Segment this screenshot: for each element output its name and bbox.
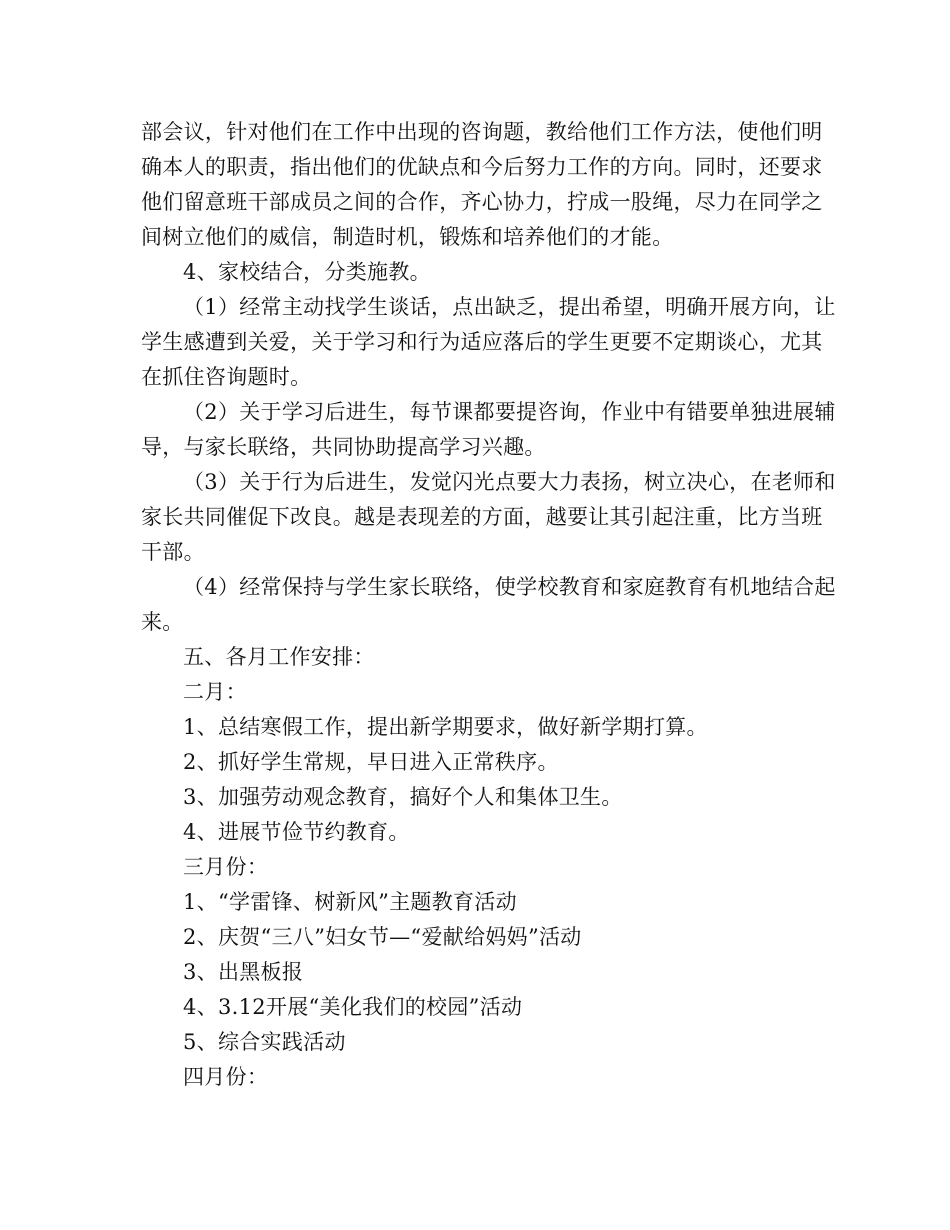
list-item: 4、3.12开展“美化我们的校园”活动 [183,995,523,1019]
list-item: 2、庆贺“三八”妇女节—“爱献给妈妈”活动 [183,925,582,949]
section-heading-monthly-plan: 五、各月工作安排： [183,645,375,669]
list-item: 1、总结寒假工作，提出新学期要求，做好新学期打算。 [183,715,708,739]
month-heading-february: 二月： [183,680,247,704]
list-item: 1、“学雷锋、树新风”主题教育活动 [183,890,517,914]
paragraph-class-cadre-meeting: 部会议，针对他们在工作中出现的咨询题，教给他们工作方法，使他们明确本人的职责，指出他们的优缺点和今后努力工作的方向。同时，还要求他们留意班干部成员之间的合作，齐心协力，拧成一股绳，尽力在同学之间树立他们的威信，制造时机，锻炼和培养他们的才能。 [141,120,823,249]
list-item: 4、进展节俭节约教育。 [183,820,410,844]
month-heading-april: 四月份： [183,1065,269,1089]
list-item: 3、出黑板报 [183,960,304,984]
paragraph-item-3: （3）关于行为后进生，发觉闪光点要大力表扬，树立决心，在老师和家长共同催促下改良。越是表现差的方面，越要让其引起注重，比方当班干部。 [141,470,836,564]
list-item: 5、综合实践活动 [183,1030,346,1054]
section-heading-home-school: 4、家校结合，分类施教。 [183,260,431,284]
paragraph-item-2: （2）关于学习后进生，每节课都要提咨询，作业中有错要单独进展辅导，与家长联络，共同协助提高学习兴趣。 [141,400,836,459]
list-item: 3、加强劳动观念教育，搞好个人和集体卫生。 [183,785,623,809]
list-item: 2、抓好学生常规，早日进入正常秩序。 [183,750,559,774]
document-body [141,115,841,1095]
paragraph-item-1: （1）经常主动找学生谈话，点出缺乏，提出希望，明确开展方向，让学生感遭到关爱，关于学习和行为适应落后的学生更要不定期谈心，尤其在抓住咨询题时。 [141,295,836,389]
paragraph-item-4: （4）经常保持与学生家长联络，使学校教育和家庭教育有机地结合起来。 [141,575,836,634]
month-heading-march: 三月份： [183,855,269,879]
